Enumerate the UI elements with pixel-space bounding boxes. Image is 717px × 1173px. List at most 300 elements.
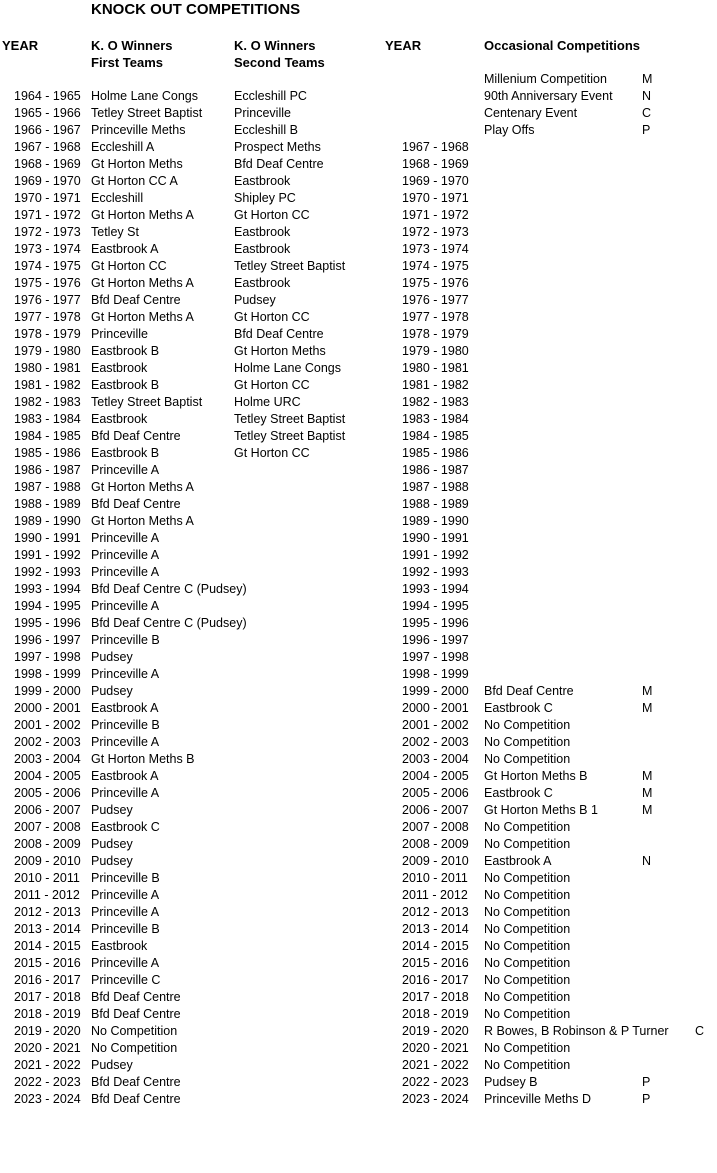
cell-year: 2016 - 2017: [14, 973, 81, 987]
cell-second-team-winner: Bfd Deaf Centre: [234, 157, 324, 171]
table-row: [0, 700, 717, 717]
cell-second-team-winner: Eastbrook: [234, 276, 291, 290]
page-title: KNOCK OUT COMPETITIONS: [91, 1, 301, 18]
table-row: [0, 326, 717, 343]
table-row: [0, 394, 717, 411]
table-row: [0, 904, 717, 921]
cell-occasional-winner: No Competition: [484, 888, 571, 902]
table-row: [0, 972, 717, 989]
cell-first-team-winner: Princeville B: [91, 871, 160, 885]
table-row: [0, 819, 717, 836]
cell-year-2: 1991 - 1992: [402, 548, 469, 562]
header-first-teams: [91, 37, 173, 71]
table-row: [0, 275, 717, 292]
table-row: [0, 751, 717, 768]
cell-year: 2002 - 2003: [14, 735, 81, 749]
cell-first-team-winner: Eastbrook A: [91, 769, 159, 783]
cell-year-2: 2012 - 2013: [402, 905, 469, 919]
cell-occasional-code: M: [642, 803, 653, 817]
cell-occasional-winner: No Competition: [484, 1058, 571, 1072]
cell-year-2: 2004 - 2005: [402, 769, 469, 783]
cell-first-team-winner: Princeville A: [91, 905, 160, 919]
cell-occasional-winner: Gt Horton Meths B 1: [484, 803, 598, 817]
cell-second-team-winner: Holme Lane Congs: [234, 361, 342, 375]
cell-year: 1975 - 1976: [14, 276, 81, 290]
cell-year-2: 2013 - 2014: [402, 922, 469, 936]
cell-occasional-winner: Eastbrook C: [484, 786, 553, 800]
cell-occasional-winner: No Competition: [484, 837, 571, 851]
cell-occasional-winner: No Competition: [484, 990, 571, 1004]
cell-first-team-winner: Princeville A: [91, 956, 160, 970]
cell-year-2: 2007 - 2008: [402, 820, 469, 834]
cell-year: 1997 - 1998: [14, 650, 81, 664]
cell-first-team-winner: Bfd Deaf Centre: [91, 497, 181, 511]
table-row: [0, 530, 717, 547]
cell-first-team-winner: Eastbrook B: [91, 344, 160, 358]
cell-year-2: 1994 - 1995: [402, 599, 469, 613]
cell-first-team-winner: Eastbrook: [91, 361, 148, 375]
cell-second-team-winner: Gt Horton CC: [234, 310, 310, 324]
cell-first-team-winner: Bfd Deaf Centre: [91, 1075, 181, 1089]
cell-occasional-code: M: [642, 701, 653, 715]
cell-year: 2012 - 2013: [14, 905, 81, 919]
legend-code: N: [642, 89, 652, 103]
cell-first-team-winner: Princeville A: [91, 565, 160, 579]
cell-year-2: 1975 - 1976: [402, 276, 469, 290]
cell-year-2: 2008 - 2009: [402, 837, 469, 851]
cell-year: 1974 - 1975: [14, 259, 81, 273]
cell-year: 1971 - 1972: [14, 208, 81, 222]
cell-year-2: 1974 - 1975: [402, 259, 469, 273]
cell-year-2: 2018 - 2019: [402, 1007, 469, 1021]
table-row: [0, 836, 717, 853]
cell-first-team-winner: No Competition: [91, 1041, 178, 1055]
legend-code: M: [642, 72, 653, 86]
cell-occasional-winner: No Competition: [484, 922, 571, 936]
cell-first-team-winner: Tetley Street Baptist: [91, 395, 203, 409]
cell-year: 1979 - 1980: [14, 344, 81, 358]
cell-year: 2008 - 2009: [14, 837, 81, 851]
cell-first-team-winner: Gt Horton Meths A: [91, 480, 194, 494]
cell-year-2: 1986 - 1987: [402, 463, 469, 477]
cell-occasional-code: M: [642, 769, 653, 783]
cell-first-team-winner: Gt Horton Meths B: [91, 752, 195, 766]
table-row: [0, 989, 717, 1006]
cell-second-team-winner: Holme URC: [234, 395, 301, 409]
cell-year-2: 1967 - 1968: [402, 140, 469, 154]
table-row: [0, 496, 717, 513]
cell-year-2: 1990 - 1991: [402, 531, 469, 545]
cell-second-team-winner: Tetley Street Baptist: [234, 259, 346, 273]
cell-year-2: 1998 - 1999: [402, 667, 469, 681]
cell-year: 2003 - 2004: [14, 752, 81, 766]
cell-year: 1981 - 1982: [14, 378, 81, 392]
cell-year: 2022 - 2023: [14, 1075, 81, 1089]
cell-occasional-winner: No Competition: [484, 939, 571, 953]
cell-occasional-winner: No Competition: [484, 1007, 571, 1021]
cell-first-team-winner: Princeville C: [91, 973, 161, 987]
cell-first-team-winner: Gt Horton Meths A: [91, 276, 194, 290]
cell-year: 1986 - 1987: [14, 463, 81, 477]
legend-code: C: [642, 106, 652, 120]
cell-first-team-winner: Bfd Deaf Centre: [91, 1092, 181, 1106]
cell-year-2: 1997 - 1998: [402, 650, 469, 664]
cell-year-2: 1988 - 1989: [402, 497, 469, 511]
cell-year-2: 1987 - 1988: [402, 480, 469, 494]
cell-second-team-winner: Eastbrook: [234, 174, 291, 188]
cell-year-2: 2020 - 2021: [402, 1041, 469, 1055]
table-row: [0, 1040, 717, 1057]
cell-occasional-winner: Pudsey B: [484, 1075, 538, 1089]
cell-year-2: 2016 - 2017: [402, 973, 469, 987]
cell-occasional-code: M: [642, 786, 653, 800]
table-row: [0, 768, 717, 785]
cell-year: 1966 - 1967: [14, 123, 81, 137]
cell-second-team-winner: Princeville: [234, 106, 291, 120]
cell-first-team-winner: Bfd Deaf Centre: [91, 293, 181, 307]
cell-year: 1970 - 1971: [14, 191, 81, 205]
cell-first-team-winner: Holme Lane Congs: [91, 89, 199, 103]
cell-occasional-code: P: [642, 1092, 651, 1106]
table-row: [0, 615, 717, 632]
cell-occasional-winner: No Competition: [484, 752, 571, 766]
cell-year-2: 1973 - 1974: [402, 242, 469, 256]
cell-year: 1972 - 1973: [14, 225, 81, 239]
cell-year-2: 1979 - 1980: [402, 344, 469, 358]
cell-year: 1990 - 1991: [14, 531, 81, 545]
table-row: [0, 1006, 717, 1023]
table-row: [0, 666, 717, 683]
cell-year-2: 1996 - 1997: [402, 633, 469, 647]
cell-first-team-winner: Pudsey: [91, 684, 133, 698]
table-row: [0, 870, 717, 887]
table-row: [0, 513, 717, 530]
cell-first-team-winner: Eastbrook: [91, 939, 148, 953]
cell-first-team-winner: Bfd Deaf Centre: [91, 429, 181, 443]
cell-second-team-winner: Eccleshill PC: [234, 89, 307, 103]
legend-name: 90th Anniversary Event: [484, 89, 613, 103]
table-row: [0, 411, 717, 428]
cell-year: 1988 - 1989: [14, 497, 81, 511]
legend-name: Millenium Competition: [484, 72, 607, 86]
cell-first-team-winner: Pudsey: [91, 803, 133, 817]
table-row: [0, 139, 717, 156]
cell-first-team-winner: Gt Horton Meths: [91, 157, 183, 171]
cell-year-2: 2011 - 2012: [402, 888, 468, 902]
cell-year: 1996 - 1997: [14, 633, 81, 647]
cell-first-team-winner: Gt Horton Meths A: [91, 208, 194, 222]
cell-occasional-winner: No Competition: [484, 871, 571, 885]
cell-year-2: 2021 - 2022: [402, 1058, 469, 1072]
cell-year-2: 2010 - 2011: [402, 871, 468, 885]
cell-year-2: 1989 - 1990: [402, 514, 469, 528]
cell-year: 1965 - 1966: [14, 106, 81, 120]
header-first-line2: First Teams: [91, 55, 164, 70]
table-row: [0, 258, 717, 275]
cell-first-team-winner: Princeville A: [91, 786, 160, 800]
cell-year: 1976 - 1977: [14, 293, 81, 307]
cell-year-2: 1999 - 2000: [402, 684, 469, 698]
table-row: [0, 1023, 717, 1040]
header-occasional: Occasional Competitions: [484, 38, 641, 53]
cell-occasional-code: N: [642, 854, 652, 868]
cell-year-2: 2014 - 2015: [402, 939, 469, 953]
cell-year: 2013 - 2014: [14, 922, 81, 936]
cell-occasional-code: P: [642, 1075, 651, 1089]
table-row: [0, 938, 717, 955]
cell-year: 1995 - 1996: [14, 616, 81, 630]
cell-occasional-winner: Bfd Deaf Centre: [484, 684, 574, 698]
cell-second-team-winner: Eccleshill B: [234, 123, 298, 137]
cell-first-team-winner: Bfd Deaf Centre C (Pudsey): [91, 582, 247, 596]
table-row: [0, 581, 717, 598]
cell-year: 1998 - 1999: [14, 667, 81, 681]
cell-year-2: 1985 - 1986: [402, 446, 469, 460]
cell-first-team-winner: Princeville A: [91, 548, 160, 562]
table-row: [0, 1091, 717, 1108]
cell-year-2: 1977 - 1978: [402, 310, 469, 324]
cell-year: 1983 - 1984: [14, 412, 81, 426]
cell-occasional-winner: Eastbrook A: [484, 854, 552, 868]
header-year-2: YEAR: [385, 38, 422, 53]
cell-year-2: 2006 - 2007: [402, 803, 469, 817]
cell-year: 2010 - 2011: [14, 871, 80, 885]
header-year: YEAR: [2, 38, 39, 53]
cell-first-team-winner: Bfd Deaf Centre C (Pudsey): [91, 616, 247, 630]
table-row: [0, 802, 717, 819]
cell-first-team-winner: Eastbrook A: [91, 242, 159, 256]
cell-occasional-winner: No Competition: [484, 820, 571, 834]
cell-occasional-winner: R Bowes, B Robinson & P Turner: [484, 1024, 669, 1038]
cell-second-team-winner: Tetley Street Baptist: [234, 429, 346, 443]
legend-name: Play Offs: [484, 123, 535, 137]
cell-year-2: 1982 - 1983: [402, 395, 469, 409]
table-row: [0, 88, 717, 105]
cell-year: 2017 - 2018: [14, 990, 81, 1004]
cell-year-2: 1971 - 1972: [402, 208, 469, 222]
cell-occasional-winner: No Competition: [484, 1041, 571, 1055]
cell-first-team-winner: Princeville A: [91, 463, 160, 477]
cell-year-2: 1983 - 1984: [402, 412, 469, 426]
cell-year: 2021 - 2022: [14, 1058, 81, 1072]
cell-first-team-winner: Pudsey: [91, 854, 133, 868]
cell-year-2: 2001 - 2002: [402, 718, 469, 732]
cell-first-team-winner: Princeville B: [91, 922, 160, 936]
cell-first-team-winner: Princeville A: [91, 599, 160, 613]
table-row: [0, 428, 717, 445]
cell-first-team-winner: Bfd Deaf Centre: [91, 990, 181, 1004]
cell-year: 1993 - 1994: [14, 582, 81, 596]
table-row: [0, 853, 717, 870]
table-row: [0, 241, 717, 258]
cell-year: 1977 - 1978: [14, 310, 81, 324]
table-row: [0, 173, 717, 190]
cell-first-team-winner: Princeville B: [91, 633, 160, 647]
cell-year-2: 2002 - 2003: [402, 735, 469, 749]
table-row: [0, 955, 717, 972]
cell-occasional-winner: Princeville Meths D: [484, 1092, 591, 1106]
cell-year: 1992 - 1993: [14, 565, 81, 579]
cell-year: 2004 - 2005: [14, 769, 81, 783]
cell-year: 1994 - 1995: [14, 599, 81, 613]
cell-first-team-winner: Princeville B: [91, 718, 160, 732]
cell-first-team-winner: Pudsey: [91, 650, 133, 664]
cell-year-2: 1969 - 1970: [402, 174, 469, 188]
header-second-line1: K. O Winners: [234, 38, 316, 53]
cell-year: 1968 - 1969: [14, 157, 81, 171]
cell-first-team-winner: Eastbrook: [91, 412, 148, 426]
cell-first-team-winner: Princeville A: [91, 531, 160, 545]
cell-year: 1984 - 1985: [14, 429, 81, 443]
table-row: [0, 105, 717, 122]
cell-occasional-winner: No Competition: [484, 735, 571, 749]
table-row: [0, 1057, 717, 1074]
table-row: [0, 309, 717, 326]
cell-year: 1980 - 1981: [14, 361, 81, 375]
table-row: [0, 598, 717, 615]
cell-year-2: 2022 - 2023: [402, 1075, 469, 1089]
cell-first-team-winner: Eastbrook B: [91, 446, 160, 460]
cell-year-2: 2019 - 2020: [402, 1024, 469, 1038]
table-row: [0, 360, 717, 377]
cell-occasional-winner: No Competition: [484, 973, 571, 987]
cell-year-2: 1992 - 1993: [402, 565, 469, 579]
cell-first-team-winner: No Competition: [91, 1024, 178, 1038]
table-row: [0, 1074, 717, 1091]
cell-year-2: 1993 - 1994: [402, 582, 469, 596]
cell-first-team-winner: Princeville Meths: [91, 123, 186, 137]
cell-year: 2019 - 2020: [14, 1024, 81, 1038]
cell-year: 2001 - 2002: [14, 718, 81, 732]
cell-first-team-winner: Eastbrook B: [91, 378, 160, 392]
cell-year-2: 2023 - 2024: [402, 1092, 469, 1106]
cell-first-team-winner: Gt Horton CC: [91, 259, 167, 273]
legend-name: Centenary Event: [484, 106, 578, 120]
table-row: [0, 377, 717, 394]
table-row: [0, 445, 717, 462]
cell-year: 2023 - 2024: [14, 1092, 81, 1106]
cell-year-2: 2017 - 2018: [402, 990, 469, 1004]
cell-year-2: 2009 - 2010: [402, 854, 469, 868]
cell-first-team-winner: Gt Horton Meths A: [91, 310, 194, 324]
cell-year-2: 2000 - 2001: [402, 701, 469, 715]
cell-first-team-winner: Pudsey: [91, 837, 133, 851]
cell-year: 1985 - 1986: [14, 446, 81, 460]
cell-second-team-winner: Gt Horton CC: [234, 208, 310, 222]
cell-second-team-winner: Tetley Street Baptist: [234, 412, 346, 426]
cell-second-team-winner: Bfd Deaf Centre: [234, 327, 324, 341]
cell-first-team-winner: Tetley St: [91, 225, 139, 239]
table-row: [0, 292, 717, 309]
cell-year: 2006 - 2007: [14, 803, 81, 817]
cell-second-team-winner: Shipley PC: [234, 191, 296, 205]
table-row: [0, 921, 717, 938]
cell-year-2: 1978 - 1979: [402, 327, 469, 341]
cell-year: 1991 - 1992: [14, 548, 81, 562]
cell-year-2: 1995 - 1996: [402, 616, 469, 630]
cell-first-team-winner: Princeville A: [91, 735, 160, 749]
table-row: [0, 547, 717, 564]
cell-first-team-winner: Gt Horton CC A: [91, 174, 178, 188]
cell-year: 2015 - 2016: [14, 956, 81, 970]
cell-year-2: 1968 - 1969: [402, 157, 469, 171]
cell-occasional-winner: Eastbrook C: [484, 701, 553, 715]
cell-year-2: 1970 - 1971: [402, 191, 469, 205]
cell-first-team-winner: Tetley Street Baptist: [91, 106, 203, 120]
table-row: [0, 479, 717, 496]
table-row: [0, 156, 717, 173]
cell-second-team-winner: Eastbrook: [234, 225, 291, 239]
cell-first-team-winner: Bfd Deaf Centre: [91, 1007, 181, 1021]
cell-occasional-winner: No Competition: [484, 905, 571, 919]
cell-year-2: 2015 - 2016: [402, 956, 469, 970]
table-row: [0, 785, 717, 802]
header-first-line1: K. O Winners: [91, 38, 173, 53]
header-second-teams: [234, 37, 325, 71]
cell-year: 1987 - 1988: [14, 480, 81, 494]
cell-year-2: 1976 - 1977: [402, 293, 469, 307]
legend-code: P: [642, 123, 651, 137]
cell-occasional-winner: No Competition: [484, 956, 571, 970]
cell-year-2: 2003 - 2004: [402, 752, 469, 766]
table-row: [0, 734, 717, 751]
cell-occasional-winner: No Competition: [484, 718, 571, 732]
cell-first-team-winner: Eccleshill: [91, 191, 144, 205]
cell-year: 2007 - 2008: [14, 820, 81, 834]
header-second-line2: Second Teams: [234, 55, 325, 70]
cell-year: 2005 - 2006: [14, 786, 81, 800]
cell-first-team-winner: Princeville: [91, 327, 148, 341]
table-row: [0, 683, 717, 700]
cell-year-2: 1981 - 1982: [402, 378, 469, 392]
cell-year: 2014 - 2015: [14, 939, 81, 953]
cell-year: 2011 - 2012: [14, 888, 80, 902]
cell-first-team-winner: Eastbrook C: [91, 820, 160, 834]
table-row: [0, 649, 717, 666]
cell-second-team-winner: Prospect Meths: [234, 140, 321, 154]
cell-year: 1969 - 1970: [14, 174, 81, 188]
table-row: [0, 462, 717, 479]
cell-first-team-winner: Pudsey: [91, 1058, 133, 1072]
cell-year-2: 2005 - 2006: [402, 786, 469, 800]
table-row: [0, 224, 717, 241]
table-row: [0, 632, 717, 649]
cell-year-2: 1972 - 1973: [402, 225, 469, 239]
cell-occasional-winner: Gt Horton Meths B: [484, 769, 588, 783]
cell-year-2: 1984 - 1985: [402, 429, 469, 443]
table-row: [0, 190, 717, 207]
table-row: [0, 122, 717, 139]
legend-item: [0, 71, 717, 88]
cell-year: 2018 - 2019: [14, 1007, 81, 1021]
cell-year: 1973 - 1974: [14, 242, 81, 256]
cell-second-team-winner: Gt Horton CC: [234, 446, 310, 460]
cell-second-team-winner: Eastbrook: [234, 242, 291, 256]
cell-first-team-winner: Princeville A: [91, 667, 160, 681]
cell-first-team-winner: Princeville A: [91, 888, 160, 902]
table-row: [0, 887, 717, 904]
cell-year: 1967 - 1968: [14, 140, 81, 154]
cell-year: 1964 - 1965: [14, 89, 81, 103]
cell-year-2: 1980 - 1981: [402, 361, 469, 375]
table-row: [0, 207, 717, 224]
table-row: [0, 343, 717, 360]
cell-year: 2020 - 2021: [14, 1041, 81, 1055]
cell-year: 1999 - 2000: [14, 684, 81, 698]
cell-occasional-code: C: [695, 1024, 705, 1038]
cell-year: 2009 - 2010: [14, 854, 81, 868]
cell-second-team-winner: Pudsey: [234, 293, 276, 307]
